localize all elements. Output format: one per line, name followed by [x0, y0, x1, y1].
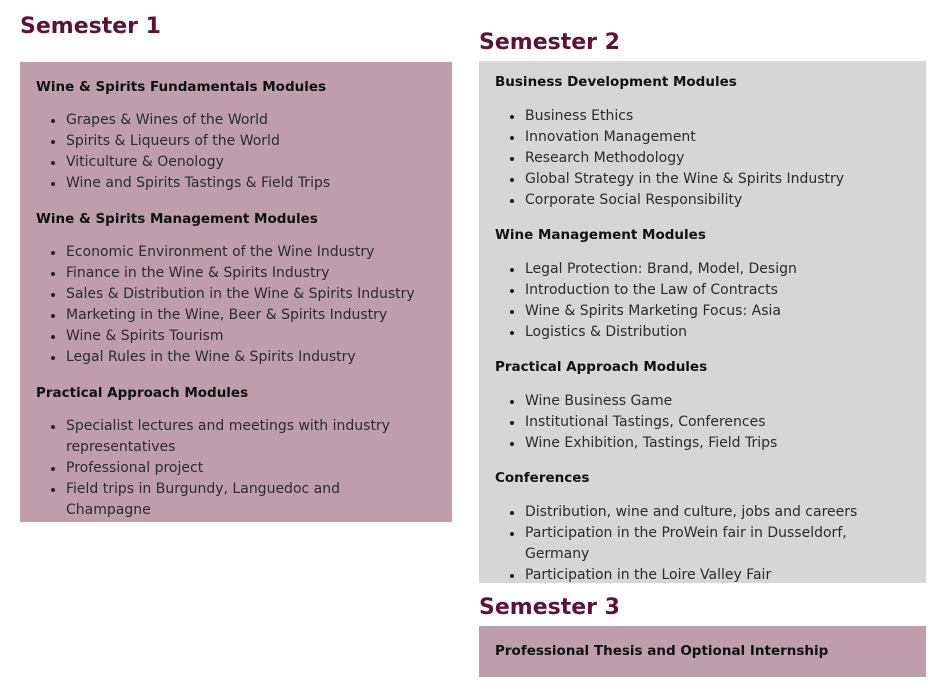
- semester-2-panel: [479, 61, 926, 583]
- semester-3-panel: [479, 626, 926, 677]
- semester-2-title: Semester 2: [479, 30, 620, 55]
- s1-management-list: [36, 242, 436, 368]
- semester-1-panel: [20, 62, 452, 522]
- s3-thesis-heading: Professional Thesis and Optional Internship: [495, 643, 829, 659]
- list-item: Grapes & Wines of the World: [36, 110, 436, 131]
- list-item: Legal Protection: Brand, Model, Design: [495, 259, 915, 280]
- list-item: Participation in the ProWein fair in Dusseldorf, Germany: [495, 523, 915, 565]
- s1-practical-heading: Practical Approach Modules: [36, 385, 249, 401]
- semester-3-title: Semester 3: [479, 595, 620, 620]
- list-item: Participation in the Loire Valley Fair: [495, 565, 915, 586]
- list-item: Wine and Spirits Tastings & Field Trips: [36, 173, 436, 194]
- list-item: Research Methodology: [495, 148, 915, 169]
- s2-business-list: [495, 106, 915, 211]
- list-item: Sales & Distribution in the Wine & Spirits Industry: [36, 284, 436, 305]
- s2-practical-list: [495, 391, 915, 454]
- s2-conferences-heading: Conferences: [495, 470, 590, 486]
- list-item: Specialist lectures and meetings with industry representatives: [36, 416, 416, 458]
- list-item: Wine & Spirits Marketing Focus: Asia: [495, 301, 915, 322]
- s1-fundamentals-heading: Wine & Spirits Fundamentals Modules: [36, 79, 327, 95]
- s2-business-heading: Business Development Modules: [495, 74, 737, 90]
- list-item: Finance in the Wine & Spirits Industry: [36, 263, 436, 284]
- list-item: Institutional Tastings, Conferences: [495, 412, 915, 433]
- list-item: Viticulture & Oenology: [36, 152, 436, 173]
- list-item: Corporate Social Responsibility: [495, 190, 915, 211]
- list-item: Spirits & Liqueurs of the World: [36, 131, 436, 152]
- list-item: Wine Exhibition, Tastings, Field Trips: [495, 433, 915, 454]
- list-item: Professional project: [36, 458, 416, 479]
- s1-management-heading: Wine & Spirits Management Modules: [36, 211, 318, 227]
- list-item: Introduction to the Law of Contracts: [495, 280, 915, 301]
- s1-fundamentals-list: [36, 110, 436, 194]
- list-item: Wine & Spirits Tourism: [36, 326, 436, 347]
- list-item: Global Strategy in the Wine & Spirits Industry: [495, 169, 915, 190]
- list-item: Business Ethics: [495, 106, 915, 127]
- list-item: Distribution, wine and culture, jobs and careers: [495, 502, 915, 523]
- s2-conferences-list: [495, 502, 915, 586]
- list-item: Wine Business Game: [495, 391, 915, 412]
- semester-1-title: Semester 1: [20, 14, 161, 39]
- s2-wine-mgmt-heading: Wine Management Modules: [495, 227, 706, 243]
- list-item: Logistics & Distribution: [495, 322, 915, 343]
- list-item: Economic Environment of the Wine Industry: [36, 242, 436, 263]
- s1-practical-list: [36, 416, 416, 521]
- list-item: Legal Rules in the Wine & Spirits Industry: [36, 347, 436, 368]
- list-item: Innovation Management: [495, 127, 915, 148]
- list-item: Marketing in the Wine, Beer & Spirits Industry: [36, 305, 436, 326]
- s2-practical-heading: Practical Approach Modules: [495, 359, 708, 375]
- s2-wine-mgmt-list: [495, 259, 915, 343]
- list-item: Field trips in Burgundy, Languedoc and Champagne: [36, 479, 416, 521]
